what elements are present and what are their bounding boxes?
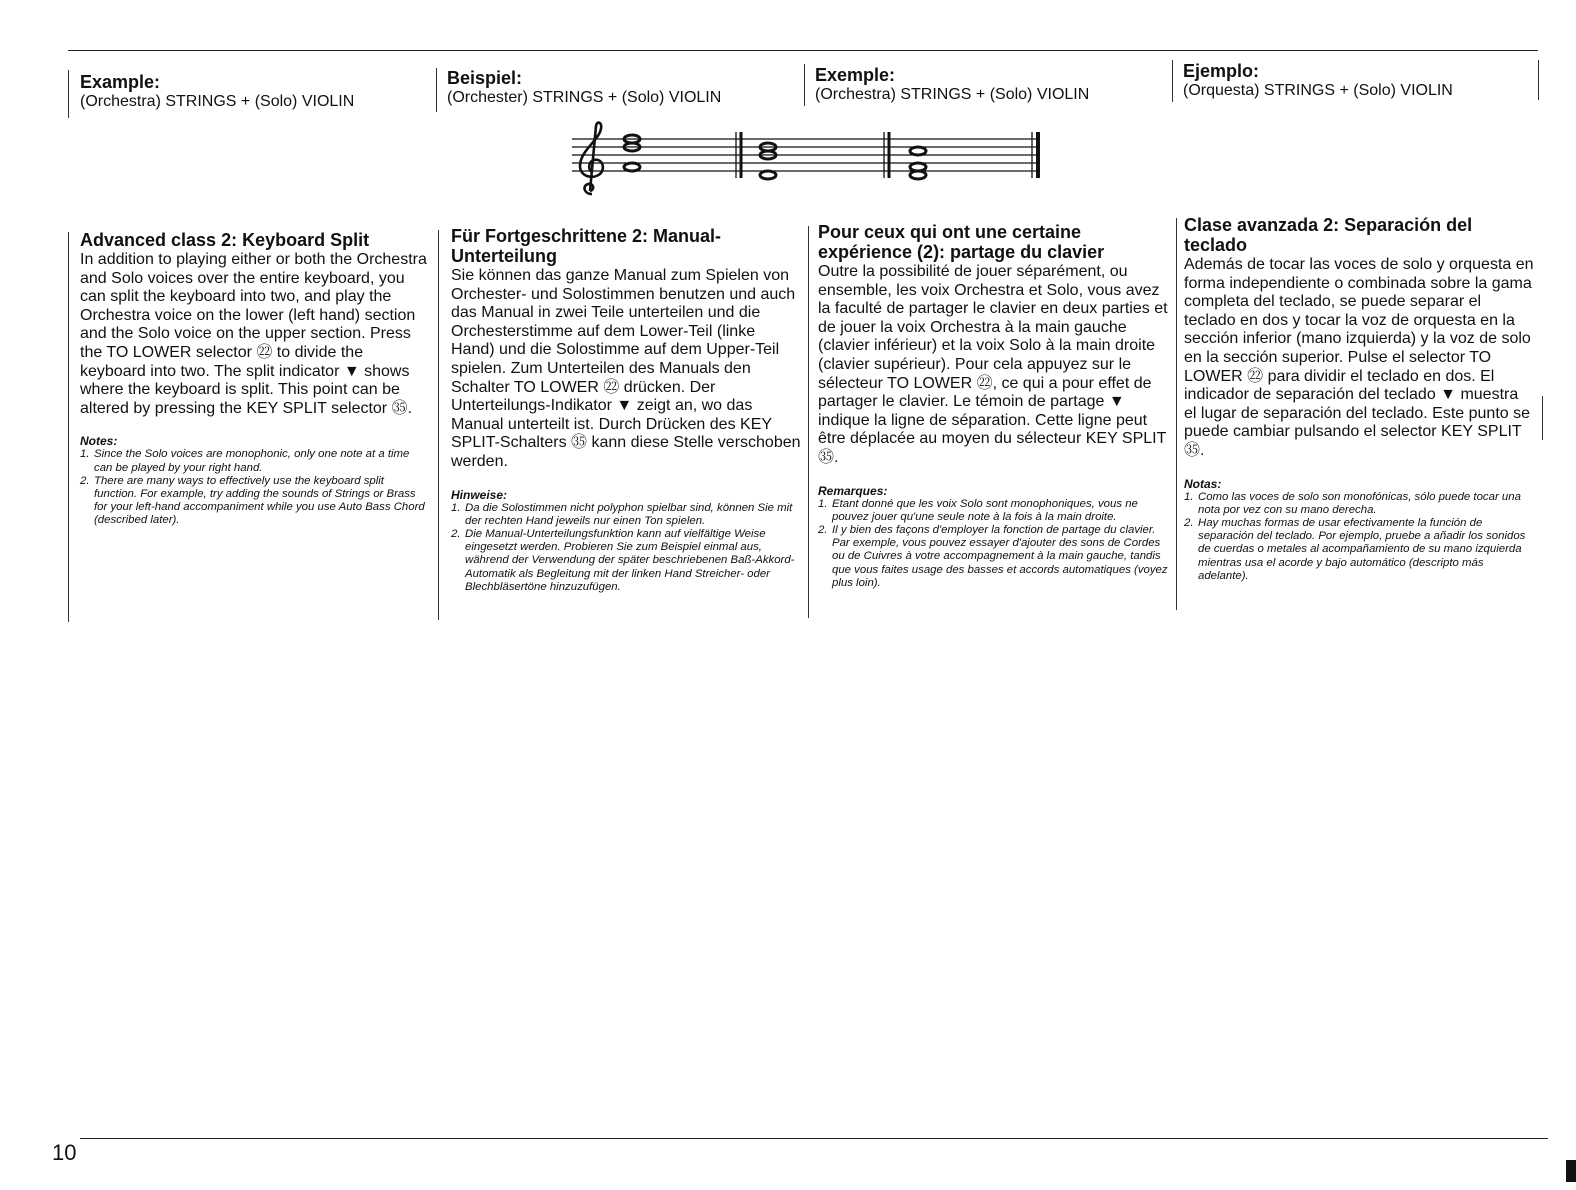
note-item: 1. Since the Solo voices are monophonic, only one note at a time can be played by your right hand.: [80, 448, 410, 474]
section-title: Pour ceux qui ont une certaine expérience (2): partage du clavier: [818, 222, 1105, 262]
column-marker: [1172, 60, 1173, 102]
section-title: Für Fortgeschrittene 2: Manual-Unterteilung: [451, 226, 722, 266]
note-item: 2. There are many ways to effectively use the keyboard split function. For example, try adding the sounds of Strings or Brass for your left-hand accompaniment while you use Auto Bass Chord (described later).: [80, 474, 425, 527]
section-es: [1184, 215, 1534, 583]
section-title: Advanced class 2: Keyboard Split: [80, 230, 370, 250]
section-body: Sie können das ganze Manual zum Spielen von Orchester- und Solostimmen benutzen und auch das Manual in zwei Teile unterteilen und die Orchesterstimme auf dem Lower-Teil (linke Hand) und die Solostimme auf dem Upper-Teil spielen. Zum Unterteilen des Manuals den Schalter TO LOWER ㉒ drücken. Der Unterteilungs-Indikator ▼ zeigt an, wo das Manual unterteilt ist. Durch Drücken des KEY SPLIT-Schalters ㉟ kann diese Stelle verschoben werden.: [451, 267, 801, 470]
column-marker: [68, 70, 69, 118]
note-item: 2. Die Manual-Unterteilungsfunktion kann auf vielfältige Weise eingesetzt werden. Probieren Sie zum Beispiel einmal aus, während der Verwendung der später beschriebenen Baß-Akkord-Automatik als Begleitung mit der linken Hand Streicher- oder Blechbläsertöne hinzuzufügen.: [451, 527, 795, 593]
column-marker: [438, 230, 439, 620]
example-block-fr: [815, 65, 1145, 105]
notes-title: Hinweise:: [451, 487, 508, 502]
example-text: (Orchestra) STRINGS + (Solo) VIOLIN: [815, 86, 1090, 103]
section-title: Clase avanzada 2: Separación del teclado: [1184, 215, 1473, 255]
chord-notes: [910, 147, 926, 179]
column-marker: [436, 68, 437, 112]
section-body: Además de tocar las voces de solo y orquesta en forma independiente o combinada sobre la gama completa del teclado, se puede separar el teclado en dos y tocar la voz de orquesta en la sección inferior (mano izquierda) y la voz de solo en la sección superior. Pulse el selector TO LOWER ㉒ para dividir el teclado en dos. El indicador de separación del teclado ▼ muestra el lugar de separación del teclado. Este punto se puede cambiar pulsando el selector KEY SPLIT ㉟.: [1184, 256, 1534, 459]
note-item: 1. Da die Solostimmen nicht polyphon spielbar sind, können Sie mit der rechten Hand jeweils nur einen Ton spielen.: [451, 501, 793, 527]
corner-mark: [1566, 1160, 1576, 1182]
section-body: Outre la possibilité de jouer séparément, ou ensemble, les voix Orchestra et Solo, vous avez la faculté de partager le clavier en deux parties et de jouer la voix Orchestra à la main gauche (clavier inférieur) et la voix Solo à la main droite (clavier supérieur). Pour cela appuyez sur le sélecteur TO LOWER ㉒, ce qui a pour effet de partager le clavier. Le témoin de partage ▼ indique la ligne de séparation. Cette ligne peut être déplacée au moyen du sélecteur KEY SPLIT ㉟.: [818, 263, 1168, 466]
example-text: (Orchestra) STRINGS + (Solo) VIOLIN: [80, 93, 355, 110]
column-marker: [1542, 396, 1543, 440]
section-en: [80, 230, 430, 528]
treble-clef-icon: [580, 123, 603, 194]
column-marker: [68, 232, 69, 622]
example-title: Beispiel:: [447, 68, 523, 88]
bottom-rule: [80, 1138, 1548, 1139]
column-marker: [808, 226, 809, 618]
notes-title: Notes:: [80, 434, 118, 449]
example-title: Example:: [80, 72, 161, 92]
top-rule: [68, 50, 1538, 51]
note-item: 1. Etant donné que les voix Solo sont monophoniques, vous ne pouvez jouer qu'une seule note à la fois à la main droite.: [818, 497, 1138, 523]
music-staff: [570, 118, 1050, 198]
section-de: [451, 226, 801, 594]
section-body: In addition to playing either or both the Orchestra and Solo voices over the entire keyboard, you can split the keyboard into two, and play the Orchestra voice on the lower (left hand) section and the Solo voice on the upper section. Press the TO LOWER selector ㉒ to divide the keyboard into two. The split indicator ▼ shows where the keyboard is split. This point can be altered by pressing the KEY SPLIT selector ㉟.: [80, 251, 427, 417]
notes-list: [1184, 491, 1534, 583]
example-block-en: [80, 72, 410, 112]
note-item: 1. Como las voces de solo son monofónicas, sólo puede tocar una nota por vez con su mano derecha.: [1184, 490, 1521, 516]
chord-notes: [760, 143, 776, 179]
example-text: (Orquesta) STRINGS + (Solo) VIOLIN: [1183, 82, 1453, 99]
chord-notes: [624, 135, 640, 171]
page-number: 10: [52, 1140, 77, 1165]
note-item: 2. Il y bien des façons d'employer la fonction de partage du clavier. Par exemple, vous pouvez essayer d'ajouter des sons de Cordes ou de Cuivres à votre accompagnement à la main gauche, tandis que vous faites usage des basses et accords automatiques (voyez plus loin).: [818, 523, 1168, 589]
example-text: (Orchester) STRINGS + (Solo) VIOLIN: [447, 89, 722, 106]
note-item: 2. Hay muchas formas de usar efectivamente la función de separación del teclado. Por ejemplo, pruebe a añadir los sonidos de cuerdas o metales al acompañamiento de su mano izquierda mientras usa el acorde y bajo automático (descripto más adelante).: [1184, 516, 1526, 582]
notes-list: [80, 448, 430, 527]
column-marker: [804, 64, 805, 106]
section-fr: [818, 222, 1168, 590]
column-marker: [1176, 218, 1177, 610]
example-block-de: [447, 68, 777, 108]
example-title: Ejemplo:: [1183, 61, 1260, 81]
column-marker: [1538, 60, 1539, 100]
notes-title: Notas:: [1184, 476, 1222, 491]
notes-list: [451, 502, 801, 594]
notes-list: [818, 498, 1168, 590]
example-block-es: [1183, 61, 1513, 101]
notes-title: Remarques:: [818, 483, 888, 498]
example-title: Exemple:: [815, 65, 896, 85]
